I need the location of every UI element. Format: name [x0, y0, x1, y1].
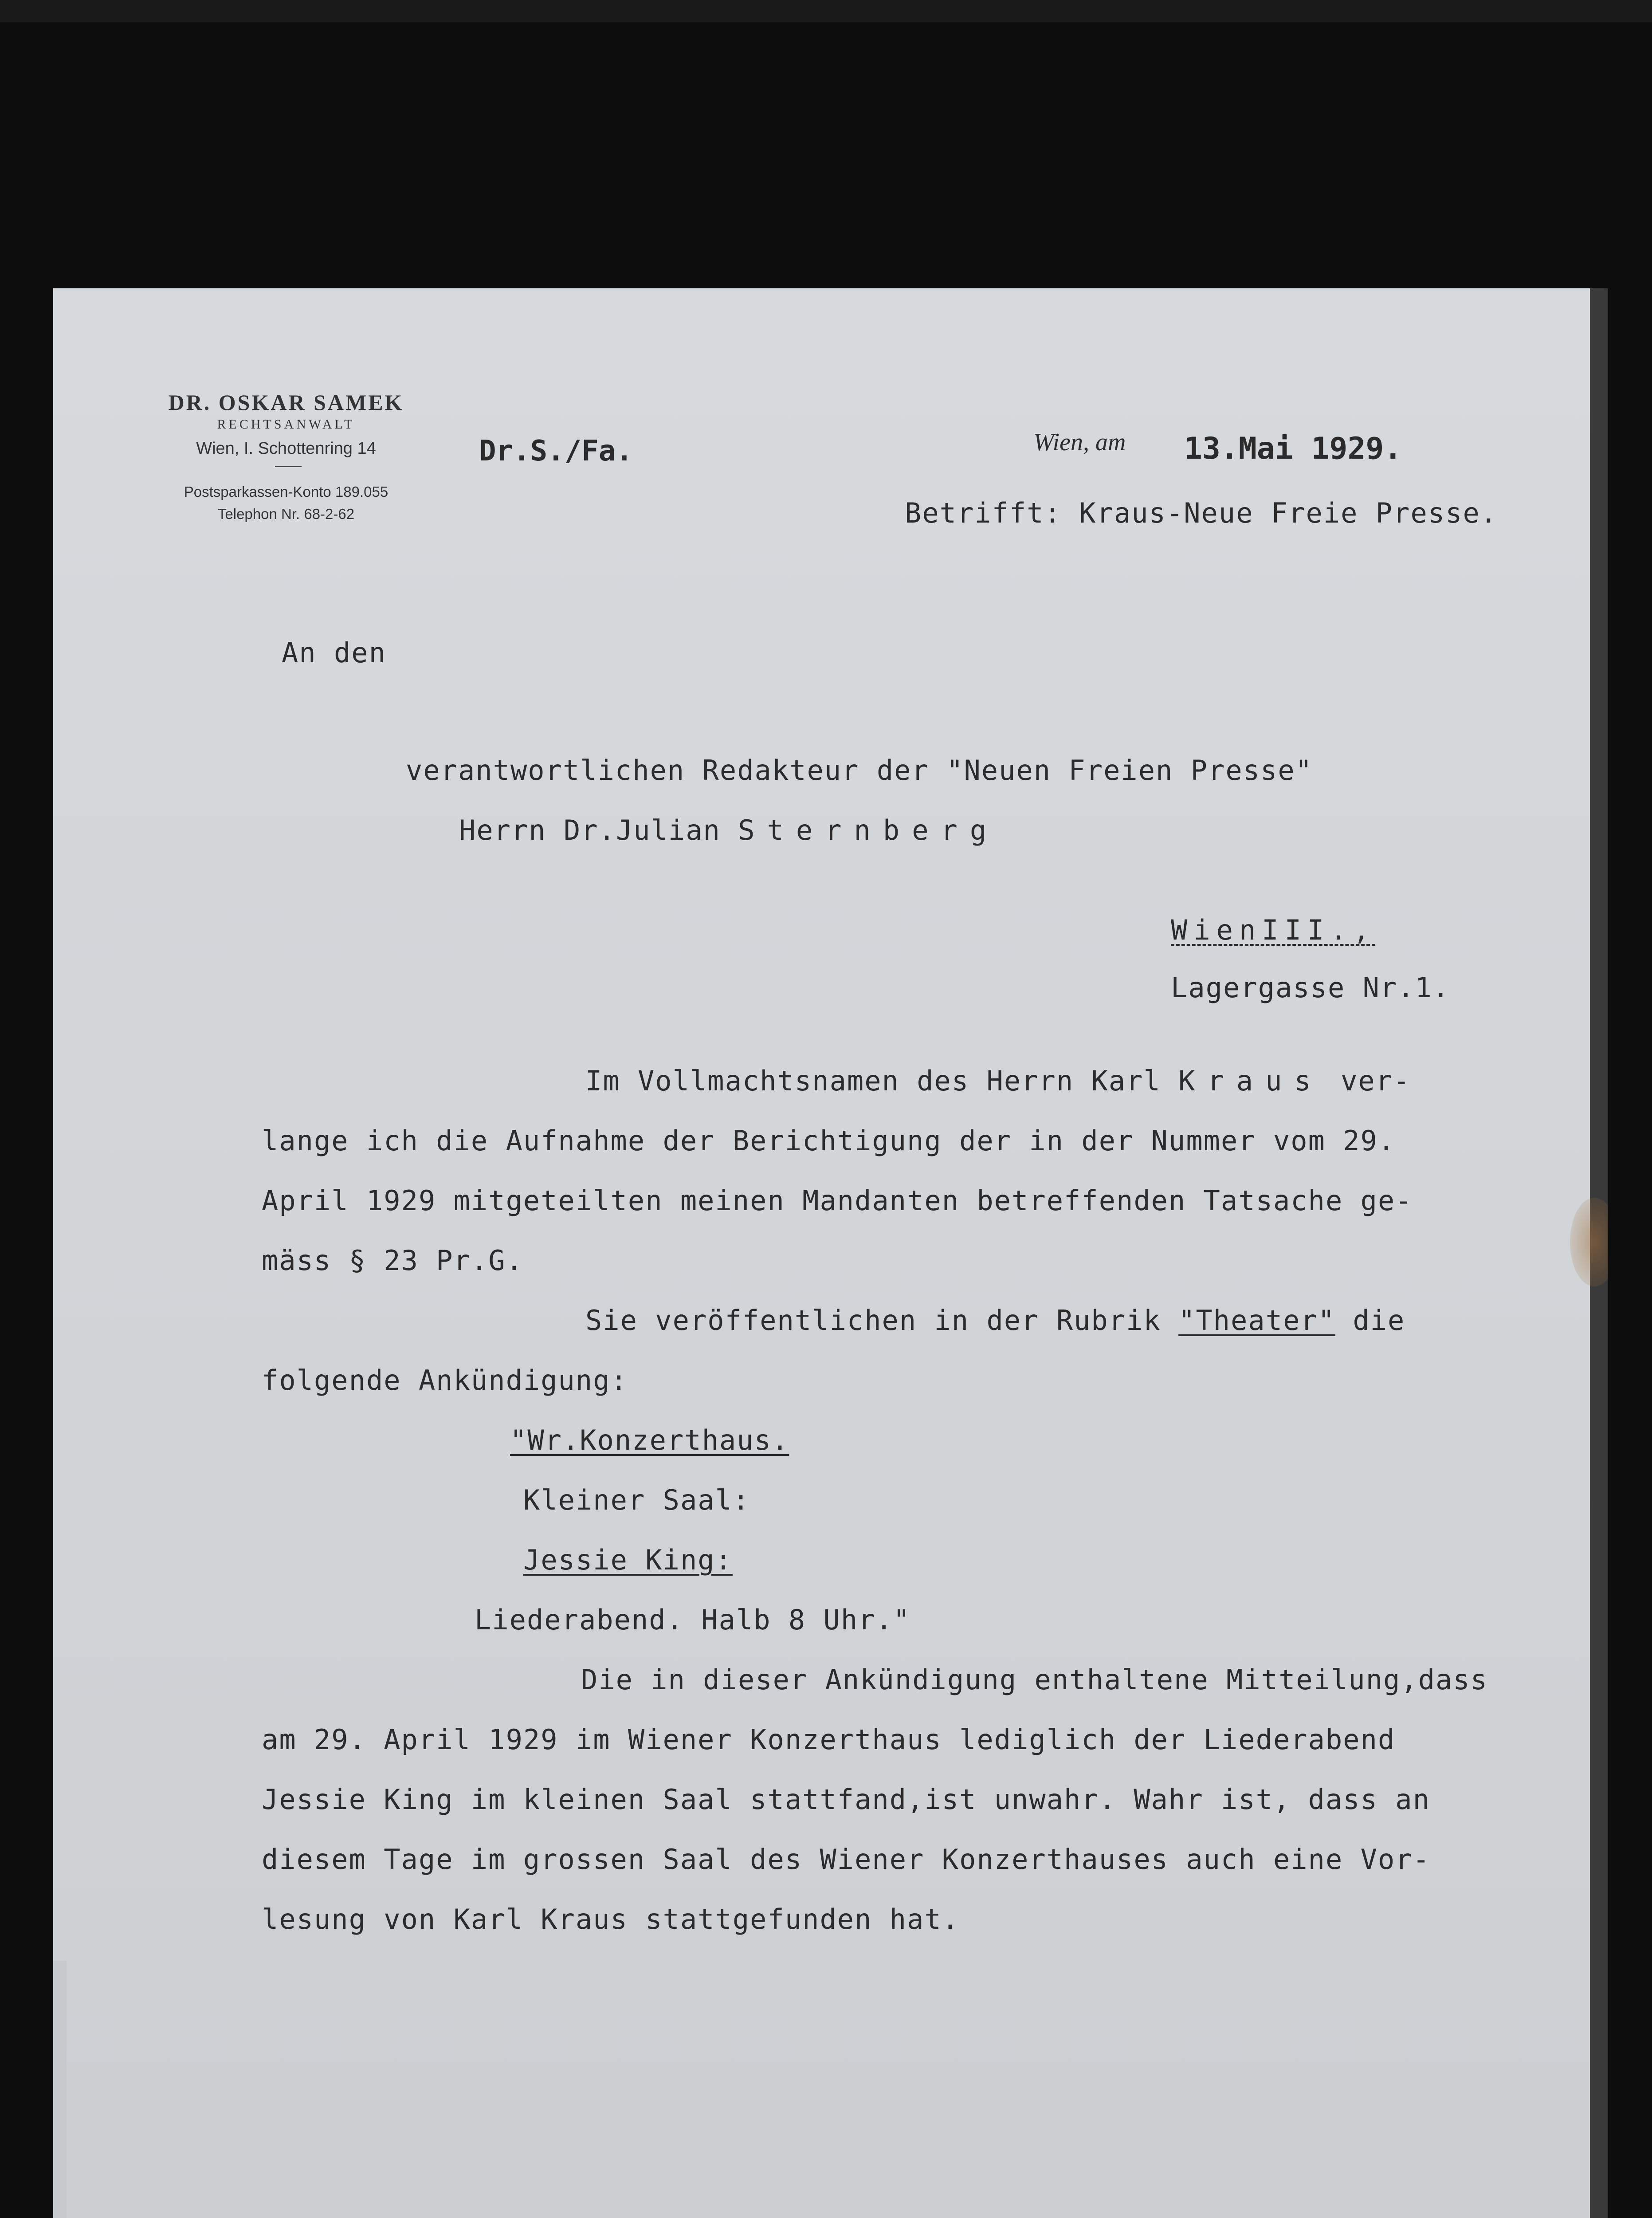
paper-fold-strip	[53, 1961, 67, 2218]
p1-line2: lange ich die Aufnahme der Berichtigung der in der Nummer vom 29.	[262, 1125, 1396, 1157]
letterhead-profession: RECHTSANWALT	[217, 417, 355, 432]
quote-line2: Kleiner Saal:	[523, 1484, 750, 1516]
header-subject: Betrifft: Kraus-Neue Freie Presse.	[905, 497, 1498, 529]
salutation: An den	[282, 637, 386, 669]
p1-line1-a: Im Vollmachtsnamen des Herrn Karl	[585, 1065, 1179, 1097]
letterhead-telephone: Telephon Nr. 68-2-62	[217, 506, 355, 522]
p3-line5: lesung von Karl Kraus stattgefunden hat.	[262, 1903, 960, 1935]
header-date: 13.Mai 1929.	[1184, 431, 1402, 466]
p1-line1-b: ver-	[1323, 1065, 1411, 1097]
p3-line3: Jessie King im kleinen Saal stattfand,ist unwahr. Wahr ist, dass an	[262, 1783, 1430, 1816]
recipient-line2	[459, 814, 999, 846]
recipient-street: Lagergasse Nr.1.	[1171, 971, 1450, 1004]
header-city: Wien, am	[1033, 429, 1126, 456]
p1-line1-kraus: Kraus	[1178, 1065, 1323, 1097]
letterhead-name: DR. OSKAR SAMEK	[168, 390, 404, 415]
p3-line2: am 29. April 1929 im Wiener Konzerthaus lediglich der Liederabend	[262, 1723, 1396, 1756]
p1-line4: mäss § 23 Pr.G.	[262, 1244, 523, 1277]
letterhead-address: Wien, I. Schottenring 14	[196, 439, 376, 458]
scanner-frame-top	[0, 0, 1652, 22]
p2-rubrik: "Theater"	[1178, 1304, 1336, 1337]
p2-post: die	[1335, 1304, 1405, 1337]
p2-pre: Sie veröffentlichen in der Rubrik	[585, 1304, 1179, 1337]
reference-code: Dr.S./Fa.	[479, 435, 633, 468]
p3-line4: diesem Tage im grossen Saal des Wiener Konzerthauses auch eine Vor-	[262, 1843, 1430, 1876]
recipient-line1: verantwortlichen Redakteur der "Neuen Freien Presse"	[406, 754, 1313, 787]
letterhead-divider	[275, 466, 302, 467]
recipient-line2-prefix: Herrn Dr.Julian	[459, 814, 738, 846]
p2-line1	[585, 1304, 1405, 1337]
letter-page	[53, 288, 1608, 2218]
stain-mark	[1570, 1198, 1608, 1286]
recipient-surname: Sternberg	[738, 814, 999, 846]
letterhead-konto: Postsparkassen-Konto 189.055	[184, 484, 388, 500]
quote-line4: Liederabend. Halb 8 Uhr."	[475, 1604, 911, 1636]
recipient-city: WienIII.,	[1171, 914, 1376, 946]
p1-line1	[585, 1065, 1410, 1097]
quote-line1: "Wr.Konzerthaus.	[510, 1424, 789, 1456]
p1-line3: April 1929 mitgeteilten meinen Mandanten betreffenden Tatsache ge-	[262, 1184, 1413, 1217]
p3-line1: Die in dieser Ankündigung enthaltene Mitteilung,dass	[581, 1664, 1488, 1696]
quote-line3: Jessie King:	[523, 1544, 733, 1576]
p2-line2: folgende Ankündigung:	[262, 1364, 628, 1396]
